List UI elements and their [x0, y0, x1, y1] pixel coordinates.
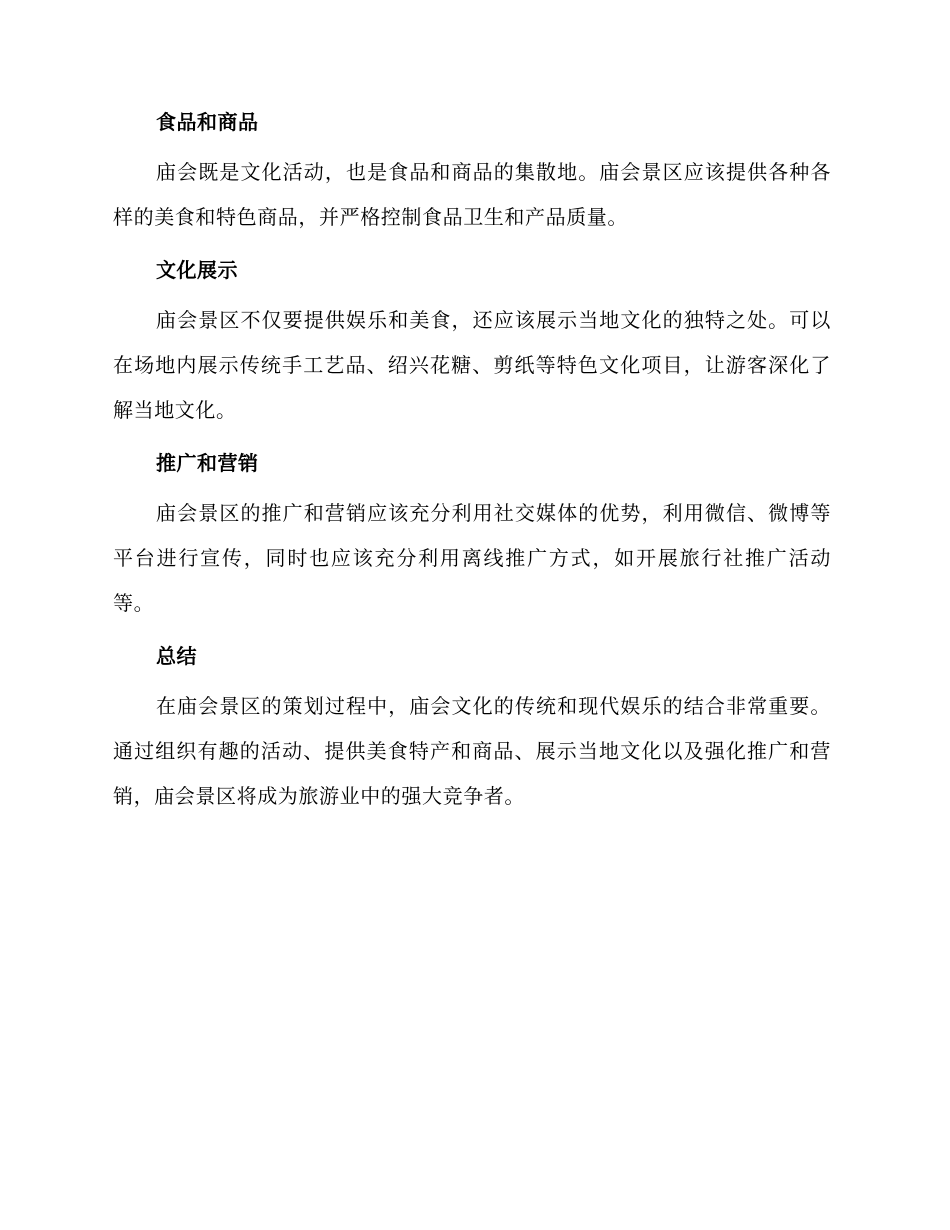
document-body [113, 108, 831, 835]
section-promotion-marketing [113, 449, 831, 626]
section-heading: 文化展示 [156, 258, 238, 282]
section-heading: 总结 [156, 644, 197, 668]
section-paragraph: 在庙会景区的策划过程中，庙会文化的传统和现代娱乐的结合非常重要。通过组织有趣的活动、提供美食特产和商品、展示当地文化以及强化推广和营销，庙会景区将成为旅游业中的强大竞争者。 [113, 694, 831, 808]
section-paragraph: 庙会景区不仅要提供娱乐和美食，还应该展示当地文化的独特之处。可以在场地内展示传统手工艺品、绍兴花糖、剪纸等特色文化项目，让游客深化了解当地文化。 [113, 308, 831, 422]
section-heading: 食品和商品 [156, 110, 259, 134]
section-paragraph: 庙会景区的推广和营销应该充分利用社交媒体的优势，利用微信、微博等平台进行宣传，同时也应该充分利用离线推广方式，如开展旅行社推广活动等。 [113, 501, 831, 615]
section-heading: 推广和营销 [156, 451, 259, 475]
section-food-and-goods [113, 108, 831, 240]
section-paragraph: 庙会既是文化活动，也是食品和商品的集散地。庙会景区应该提供各种各样的美食和特色商品，并严格控制食品卫生和产品质量。 [113, 160, 831, 229]
section-culture-display [113, 256, 831, 433]
section-summary [113, 642, 831, 819]
